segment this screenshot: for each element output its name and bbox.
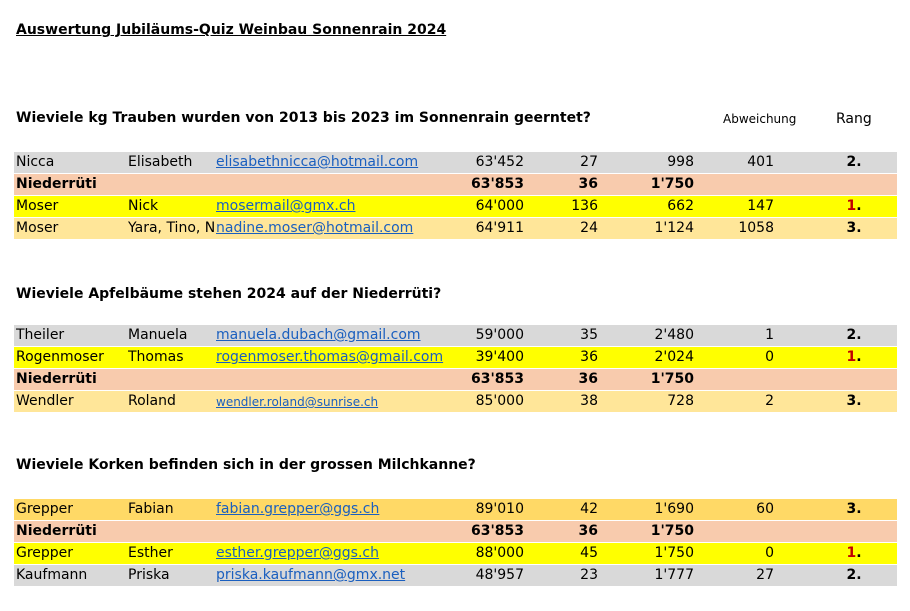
rank-dot: . xyxy=(856,198,862,214)
page-title: Auswertung Jubiläums-Quiz Weinbau Sonnenrain 2024 xyxy=(16,22,447,38)
first-name-cell: Manuela xyxy=(128,327,188,343)
last-name-cell: Grepper xyxy=(16,501,74,517)
value-cell: 1'750 xyxy=(654,545,694,561)
last-name-cell: Wendler xyxy=(16,393,74,409)
rank-number: 2 xyxy=(846,327,857,343)
value-cell: 23 xyxy=(580,567,598,583)
last-name-cell: Nicca xyxy=(16,154,55,170)
rank-number: 1 xyxy=(846,349,857,365)
rank-dot: . xyxy=(856,349,862,365)
table-row xyxy=(14,565,897,586)
rank-cell xyxy=(824,327,884,343)
value-cell: 63'853 xyxy=(471,371,524,387)
email-link[interactable]: fabian.grepper@ggs.ch xyxy=(216,501,380,517)
rank-dot: . xyxy=(856,545,862,561)
deviation-cell: 0 xyxy=(765,545,774,561)
rank-cell xyxy=(824,501,884,517)
deviation-cell: 147 xyxy=(747,198,774,214)
email-link[interactable]: nadine.moser@hotmail.com xyxy=(216,220,414,236)
value-cell: 59'000 xyxy=(475,327,524,343)
deviation-cell: 2 xyxy=(765,393,774,409)
rank-number: 1 xyxy=(846,198,857,214)
rank-dot: . xyxy=(856,327,862,343)
reference-row xyxy=(14,174,897,195)
value-cell: 1'777 xyxy=(654,567,694,583)
question-3: Wieviele Korken befinden sich in der grossen Milchkanne? xyxy=(16,457,476,473)
header-deviation: Abweichung xyxy=(723,112,797,126)
value-cell: 1'750 xyxy=(650,176,694,192)
value-cell: 36 xyxy=(580,349,598,365)
email-link[interactable]: mosermail@gmx.ch xyxy=(216,198,356,214)
deviation-cell: 60 xyxy=(756,501,774,517)
value-cell: 64'000 xyxy=(475,198,524,214)
value-cell: 136 xyxy=(571,198,598,214)
table-row xyxy=(14,152,897,173)
first-name-cell: Roland xyxy=(128,393,176,409)
first-name-cell: Elisabeth xyxy=(128,154,193,170)
header-rank: Rang xyxy=(836,111,872,127)
rank-cell xyxy=(824,154,884,170)
rank-number: 2 xyxy=(846,567,857,583)
table-row xyxy=(14,391,897,412)
value-cell: 728 xyxy=(667,393,694,409)
table-row xyxy=(14,543,897,564)
last-name-cell: Rogenmoser xyxy=(16,349,104,365)
last-name-cell: Niederrüti xyxy=(16,523,97,539)
last-name-cell: Theiler xyxy=(16,327,65,343)
rank-number: 3 xyxy=(846,220,857,236)
rank-cell xyxy=(824,393,884,409)
rank-cell xyxy=(824,349,884,365)
value-cell: 63'853 xyxy=(471,176,524,192)
deviation-cell: 401 xyxy=(747,154,774,170)
first-name-cell: Thomas xyxy=(128,349,184,365)
value-cell: 39'400 xyxy=(475,349,524,365)
table-row xyxy=(14,499,897,520)
email-link[interactable]: elisabethnicca@hotmail.com xyxy=(216,154,419,170)
table-row xyxy=(14,347,897,368)
last-name-cell: Grepper xyxy=(16,545,74,561)
rank-number: 3 xyxy=(846,393,857,409)
rank-dot: . xyxy=(856,393,862,409)
rank-number: 3 xyxy=(846,501,857,517)
value-cell: 27 xyxy=(580,154,598,170)
rank-cell xyxy=(824,220,884,236)
value-cell: 662 xyxy=(667,198,694,214)
question-1: Wieviele kg Trauben wurden von 2013 bis 2023 im Sonnenrain geerntet? xyxy=(16,110,591,126)
last-name-cell: Moser xyxy=(16,198,59,214)
deviation-cell: 27 xyxy=(756,567,774,583)
rank-dot: . xyxy=(856,501,862,517)
last-name-cell: Niederrüti xyxy=(16,371,97,387)
value-cell: 36 xyxy=(578,523,598,539)
first-name-cell: Priska xyxy=(128,567,170,583)
value-cell: 35 xyxy=(580,327,598,343)
deviation-cell: 0 xyxy=(765,349,774,365)
rank-dot: . xyxy=(856,220,862,236)
value-cell: 1'690 xyxy=(654,501,694,517)
email-link[interactable]: wendler.roland@sunrise.ch xyxy=(216,395,379,409)
email-link[interactable]: priska.kaufmann@gmx.net xyxy=(216,567,406,583)
reference-row xyxy=(14,521,897,542)
rank-dot: . xyxy=(856,567,862,583)
value-cell: 36 xyxy=(578,176,598,192)
value-cell: 85'000 xyxy=(475,393,524,409)
table-row xyxy=(14,196,897,217)
table-row xyxy=(14,325,897,346)
value-cell: 45 xyxy=(580,545,598,561)
value-cell: 2'480 xyxy=(654,327,694,343)
email-link[interactable]: esther.grepper@ggs.ch xyxy=(216,545,379,561)
rank-number: 2 xyxy=(846,154,857,170)
value-cell: 36 xyxy=(578,371,598,387)
value-cell: 89'010 xyxy=(475,501,524,517)
deviation-cell: 1058 xyxy=(738,220,774,236)
first-name-cell: Nick xyxy=(128,198,159,214)
value-cell: 63'452 xyxy=(475,154,524,170)
value-cell: 38 xyxy=(580,393,598,409)
last-name-cell: Niederrüti xyxy=(16,176,97,192)
last-name-cell: Kaufmann xyxy=(16,567,88,583)
value-cell: 1'124 xyxy=(654,220,694,236)
value-cell: 42 xyxy=(580,501,598,517)
rank-dot: . xyxy=(856,154,862,170)
value-cell: 48'957 xyxy=(475,567,524,583)
rank-cell xyxy=(824,545,884,561)
table-row xyxy=(14,218,897,239)
rank-cell xyxy=(824,567,884,583)
question-2: Wieviele Apfelbäume stehen 2024 auf der Niederrüti? xyxy=(16,286,442,302)
first-name-cell: Fabian xyxy=(128,501,174,517)
deviation-cell: 1 xyxy=(765,327,774,343)
value-cell: 63'853 xyxy=(471,523,524,539)
reference-row xyxy=(14,369,897,390)
value-cell: 1'750 xyxy=(650,523,694,539)
value-cell: 24 xyxy=(580,220,598,236)
value-cell: 2'024 xyxy=(654,349,694,365)
value-cell: 998 xyxy=(667,154,694,170)
value-cell: 64'911 xyxy=(475,220,524,236)
rank-cell xyxy=(824,198,884,214)
rank-number: 1 xyxy=(846,545,857,561)
first-name-cell: Yara, Tino, N xyxy=(128,220,215,236)
value-cell: 1'750 xyxy=(650,371,694,387)
email-link[interactable]: manuela.dubach@gmail.com xyxy=(216,327,421,343)
last-name-cell: Moser xyxy=(16,220,59,236)
value-cell: 88'000 xyxy=(475,545,524,561)
email-link[interactable]: rogenmoser.thomas@gmail.com xyxy=(216,349,444,365)
first-name-cell: Esther xyxy=(128,545,173,561)
